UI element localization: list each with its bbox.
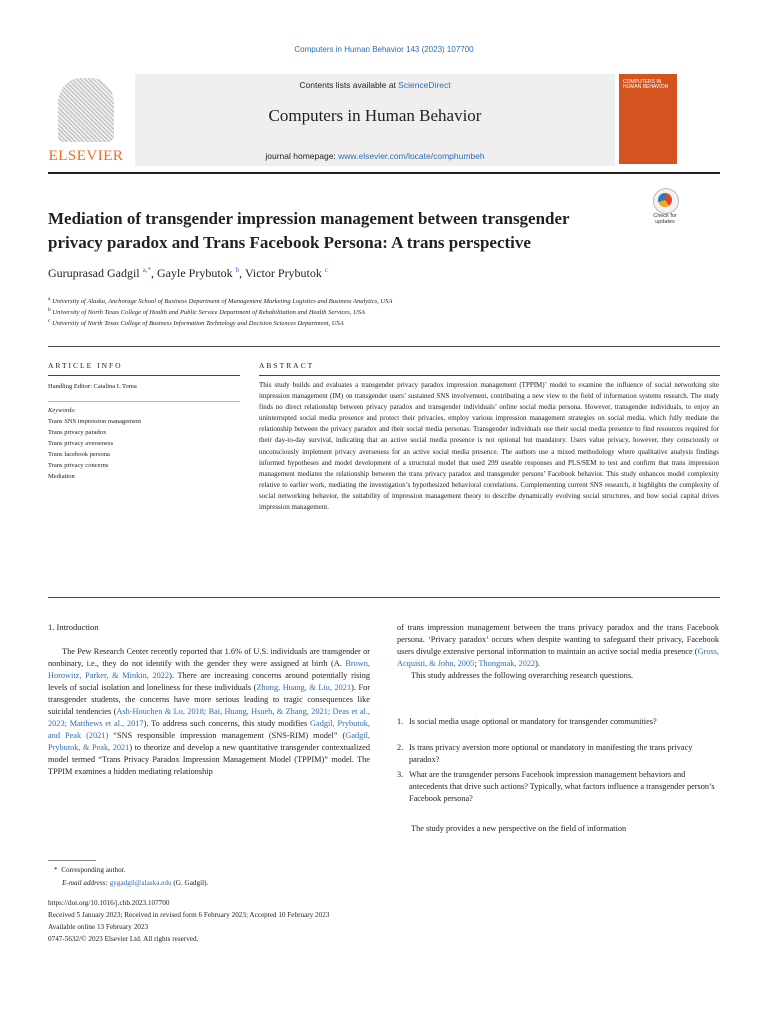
citation-link[interactable]: Gadgil, Prybutok, & Peak, 2021	[48, 731, 370, 752]
homepage-line	[135, 151, 615, 161]
author-name[interactable]: Victor Prybutok	[244, 266, 322, 280]
email-suffix: (G. Gadgil).	[171, 879, 209, 887]
question-number: 3.	[397, 770, 404, 779]
affiliation-sup: b	[48, 307, 51, 313]
citation-link[interactable]: Brown, Horowitz, Parker, & Minkin, 2022	[48, 659, 370, 680]
contents-prefix: Contents lists available at	[299, 80, 399, 90]
email-link[interactable]: gygadgil@alaska.edu	[109, 879, 172, 887]
affiliation-sup: c	[48, 318, 51, 324]
badge-text: Check for updates	[653, 213, 677, 225]
author-list: Guruprasad Gadgil $^{a,*}$, Gayle Prybutok $^b$, Victor Prybutok $^c$	[48, 266, 329, 280]
article-title	[48, 207, 628, 255]
available-online: Available online 13 February 2023	[48, 923, 149, 931]
title-line-2: privacy paradox and Trans Facebook Persona: A trans perspective	[48, 233, 531, 252]
corresponding-text: Corresponding author.	[61, 866, 126, 874]
received-dates: Received 5 January 2023; Received in revised form 6 February 2023; Accepted 10 February 2023	[48, 911, 330, 919]
cover-title: COMPUTERS IN HUMAN BEHAVIOR	[623, 79, 669, 90]
citation-link[interactable]: Gadgil, Prybutok, and Peak (2021)	[48, 719, 370, 740]
author-sup[interactable]: c	[324, 266, 329, 274]
abstract-text: This study builds and evaluates a transgender privacy paradox impression management (TPPIM)’ model to examine the influence of social networking site impression management (IM) on transgender users’ sustained SNS involvement, contributing a new view to the field of information systems research. The study finds no direct relationship between privacy paradox and transgender individuals’ online social media persona. However, transgender individuals, to enjoy an uninterrupted social media presence and protect their privacies, employ various impression management strategies on social media, which fully mediate the relationship between the privacy paradox and their social media personas. Transgender individuals use their social media presence to find resources required for their day-to-day survival, indicating that an active social media presence is not optional but mandatory. Users value privacy, however, they consciously or unconsciously implement privacy averseness for an active social media presence. The authors use a mixed methodology where qualitative analysis findings informed hypotheses and model development of a structural model that used 299 useable responses and PLS/SEM to test and confirm that trans impression management mediates the relationship between the trans privacy paradox and transgender persons’ Facebook behavior. This study enhances model complexity relative to earlier work, mediating the investigation’s hypothesized behavioral correlations. Complementing current SNS research, it highlights the complexity of social networking behavior, the suitability of impression management theory to describe dynamically evolving social structures, and how social capital drives impression management.	[259, 381, 719, 512]
citation-link[interactable]: Gross, Acquisti, & John, 2005	[397, 647, 719, 668]
question-text: Is social media usage optional or mandatory for transgender communities?	[409, 717, 657, 726]
right-column	[397, 622, 719, 682]
keyword-item: Trans privacy averseness	[48, 440, 114, 447]
affiliation-sup: a	[48, 296, 51, 302]
left-column	[48, 646, 370, 778]
corresponding-author-note	[54, 866, 125, 874]
email-line	[62, 879, 208, 887]
elsevier-logo	[46, 76, 126, 168]
keyword-item: Trans privacy paradox	[48, 429, 107, 436]
text: ).	[535, 659, 540, 668]
affiliation-text: University of Alaska, Anchorage School of Business Department of Management Marketing Logistics and Business Analytics, USA	[52, 298, 393, 306]
abstract-divider	[259, 375, 720, 376]
article-info-divider	[48, 375, 240, 376]
citation-link[interactable]: Thongmak, 2022	[478, 659, 536, 668]
check-for-updates-badge[interactable]	[646, 188, 684, 228]
contents-line	[135, 80, 615, 90]
citation-link[interactable]: Ash-Houchen & Lo, 2018; Bai, Huang, Hsueh, & Zhang, 2021; Deas et al., 2023; Matthews et al., 2017	[48, 707, 370, 728]
keyword-item: Trans privacy concerns	[48, 462, 109, 469]
check-updates-icon	[658, 193, 672, 207]
question-number: 2.	[397, 743, 404, 752]
citation-link[interactable]: Zhong, Huang, & Liu, 2021	[256, 683, 352, 692]
footnote-divider	[48, 860, 96, 861]
text: ). There are increasing concerns around potentially rising levels of social isolation and loneliness for these individuals (	[48, 671, 370, 692]
doi-link[interactable]: https://doi.org/10.1016/j.chb.2023.107700	[48, 899, 170, 907]
copyright: 0747-5632/© 2023 Elsevier Ltd. All rights reserved.	[48, 935, 199, 943]
homepage-prefix: journal homepage:	[265, 151, 339, 161]
question-text: What are the transgender persons Facebook impression management behaviors and antecedents that drive such actions? Typically, what factors influence a transgender person’s Facebook persona?	[409, 770, 715, 803]
research-question	[397, 742, 719, 766]
homepage-link[interactable]: www.elsevier.com/locate/comphumbeh	[338, 151, 485, 161]
author-name[interactable]: Gayle Prybutok	[157, 266, 233, 280]
text: ). To address such concerns, this study modifies	[143, 719, 311, 728]
question-number: 1.	[397, 717, 404, 726]
affiliation	[48, 318, 344, 327]
author-sup[interactable]: b	[235, 266, 240, 274]
affiliation-text: University of North Texas College of Health and Public Service Department of Rehabilitation and Health Services, USA	[52, 309, 365, 317]
author-name[interactable]: Guruprasad Gadgil	[48, 266, 140, 280]
publisher-logo-text: ELSEVIER	[48, 148, 124, 164]
affiliation-divider	[48, 346, 720, 347]
affiliation	[48, 307, 365, 316]
article-info-heading: ARTICLE INFO	[48, 361, 123, 370]
tree-logo-icon	[58, 78, 114, 142]
text: ;	[474, 659, 479, 668]
paragraph: This study addresses the following overarching research questions.	[411, 671, 634, 680]
paragraph: The study provides a new perspective on the field of information	[411, 824, 627, 833]
sciencedirect-link[interactable]: ScienceDirect	[398, 80, 451, 90]
paragraph	[397, 622, 719, 670]
research-question	[397, 769, 719, 805]
journal-reference[interactable]: Computers in Human Behavior 143 (2023) 107700	[294, 45, 474, 54]
text: of trans impression management between the trans privacy paradox and the trans Facebook persona. ‘Privacy paradox’ occurs when despite wanting to safeguard their privacy, Facebook users divulge extensive personal information to maintain an active social media presence (	[397, 623, 719, 656]
handling-editor: Handling Editor: Catalina L Toma	[48, 383, 137, 390]
email-label: E-mail address:	[62, 879, 110, 887]
research-question	[397, 716, 719, 728]
keyword-item: Mediation	[48, 473, 75, 480]
keyword-item: Trans SNS impression management	[48, 418, 142, 425]
question-text: Is trans privacy aversion more optional or mandatory in manifesting the trans privacy paradox?	[409, 743, 693, 764]
text: ) to theorize and develop a new quantitative transgender contextualized model termed “Trans Privacy Paradox Impression Management Model (TPPIM)” model. The TPPIM examines a hidden mediating relationship	[48, 743, 370, 776]
text: The Pew Research Center recently reported that 1.6% of U.S. individuals are transgender or nonbinary, i.e., they do not identify with the gender they were assigned at birth (A.	[48, 647, 370, 668]
affiliation	[48, 296, 392, 305]
text: ). For transgender students, the concerns have more serious leading to tragic consequences like suicidal tendencies (	[48, 683, 370, 716]
journal-title: Computers in Human Behavior	[268, 106, 482, 125]
abstract-bottom-divider	[48, 597, 720, 598]
abstract-heading: ABSTRACT	[259, 361, 315, 370]
affiliation-text: University of North Texas College of Business Information Technology and Decision Sciences Department, USA	[52, 320, 344, 328]
keywords-label: Keywords:	[48, 407, 76, 414]
section-heading: 1. Introduction	[48, 622, 99, 632]
text: “SNS responsible impression management (SNS-RIM) model” (	[108, 731, 346, 740]
header-divider	[48, 172, 720, 174]
editor-divider	[48, 401, 240, 402]
paragraph	[48, 646, 370, 778]
author-sup[interactable]: a,*	[142, 266, 151, 274]
keyword-item: Trans facebook persona	[48, 451, 110, 458]
journal-cover-image	[619, 74, 677, 164]
footnote-mark: *	[54, 866, 58, 874]
right-column-continued	[397, 823, 719, 835]
title-line-1: Mediation of transgender impression management between transgender	[48, 209, 570, 228]
